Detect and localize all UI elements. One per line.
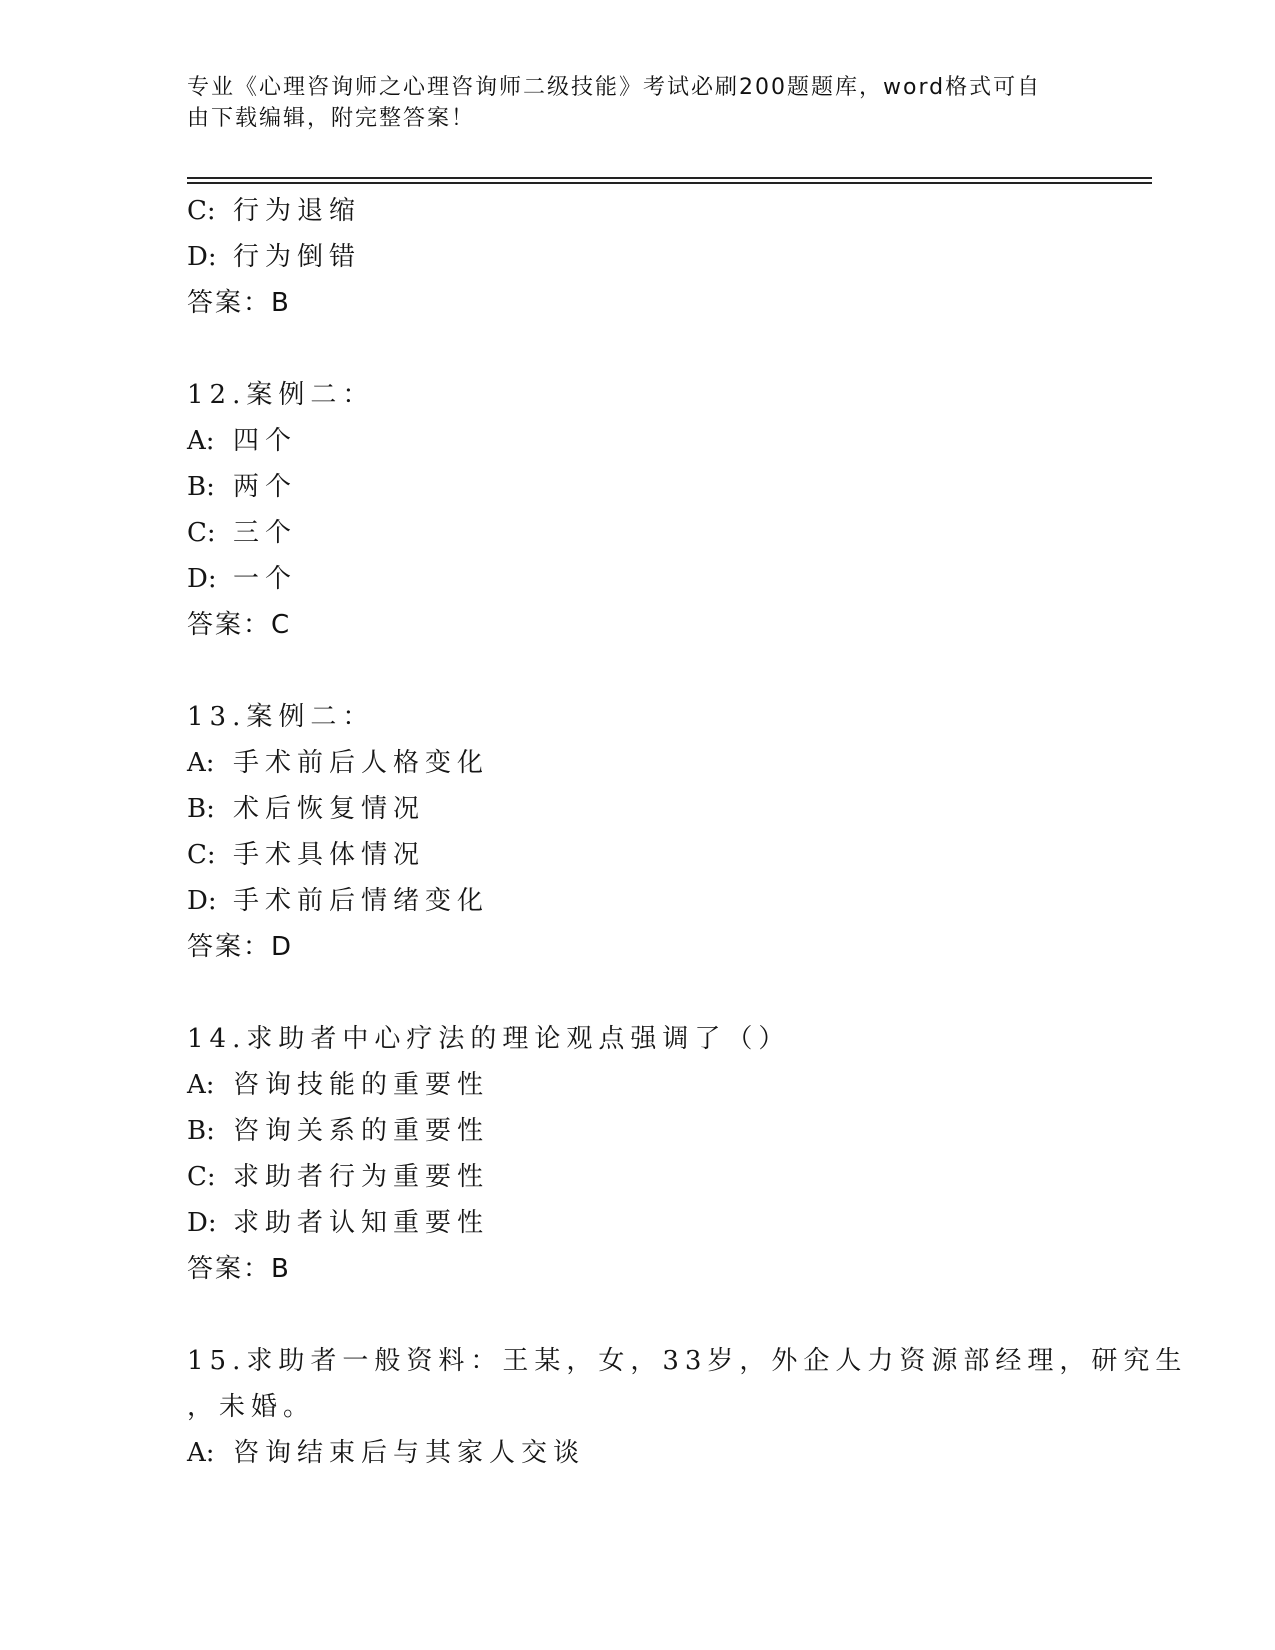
- question-14: [187, 1016, 1147, 1292]
- option-label: D:: [187, 886, 217, 916]
- option-label: A:: [187, 1438, 215, 1468]
- option-a: [187, 1430, 1147, 1476]
- option-d: [187, 878, 1147, 924]
- option-text: 四个: [233, 426, 298, 456]
- question-13: [187, 694, 1147, 970]
- question-stem-line-1: 15.求助者一般资料：王某，女，33岁，外企人力资源部经理，研究生: [187, 1346, 1188, 1376]
- answer-line: 答案：B: [187, 288, 291, 318]
- option-label: D:: [187, 242, 217, 272]
- option-c: [187, 188, 1147, 234]
- option-c: [187, 510, 1147, 556]
- option-label: B:: [187, 794, 215, 824]
- spacer: [187, 1292, 1147, 1338]
- option-text: 求助者认知重要性: [233, 1208, 490, 1238]
- option-text: 术后恢复情况: [233, 794, 426, 824]
- option-text: 手术具体情况: [233, 840, 426, 870]
- answer-line: 答案：D: [187, 932, 294, 962]
- option-a: [187, 418, 1147, 464]
- option-d: [187, 1200, 1147, 1246]
- option-text: 两个: [233, 472, 298, 502]
- question-list: [187, 188, 1188, 1476]
- option-d: [187, 234, 1147, 280]
- answer-line: 答案：B: [187, 1254, 291, 1284]
- option-text: 咨询结束后与其家人交谈: [233, 1438, 586, 1468]
- option-b: [187, 1108, 1147, 1154]
- option-label: C:: [187, 1162, 216, 1192]
- option-text: 三个: [233, 518, 298, 548]
- option-label: C:: [187, 518, 216, 548]
- option-label: B:: [187, 472, 215, 502]
- option-b: [187, 786, 1147, 832]
- header-line-1: 专业《心理咨询师之心理咨询师二级技能》考试必刷200题题库，word格式可自: [187, 75, 1042, 100]
- question-stem: 12.案例二：: [187, 380, 375, 410]
- question-stem: 13.案例二：: [187, 702, 375, 732]
- option-label: D:: [187, 564, 217, 594]
- document-header: [187, 72, 1067, 134]
- option-b: [187, 464, 1147, 510]
- option-c: [187, 1154, 1147, 1200]
- answer-line: 答案：C: [187, 610, 292, 640]
- option-label: D:: [187, 1208, 217, 1238]
- option-text: 咨询关系的重要性: [233, 1116, 490, 1146]
- question-15: [187, 1338, 1188, 1476]
- option-c: [187, 832, 1147, 878]
- spacer: [187, 970, 1147, 1016]
- option-d: [187, 556, 1147, 602]
- option-label: C:: [187, 196, 216, 226]
- option-a: [187, 740, 1147, 786]
- option-text: 行为倒错: [233, 242, 362, 272]
- header-line-2: 由下载编辑，附完整答案！: [187, 106, 476, 131]
- option-text: 行为退缩: [233, 196, 362, 226]
- option-text: 咨询技能的重要性: [233, 1070, 490, 1100]
- option-text: 求助者行为重要性: [233, 1162, 490, 1192]
- option-text: 一个: [233, 564, 298, 594]
- spacer: [187, 648, 1147, 694]
- option-label: B:: [187, 1116, 215, 1146]
- option-label: C:: [187, 840, 216, 870]
- spacer: [187, 326, 1147, 372]
- header-divider-bottom: [187, 182, 1152, 184]
- option-text: 手术前后情绪变化: [233, 886, 490, 916]
- question-11-tail: [187, 188, 1147, 326]
- option-label: A:: [187, 748, 215, 778]
- question-stem-line-2: ，未婚。: [187, 1392, 316, 1422]
- question-stem: 14.求助者中心疗法的理论观点强调了（）: [187, 1024, 791, 1054]
- option-text: 手术前后人格变化: [233, 748, 490, 778]
- option-label: A:: [187, 426, 215, 456]
- option-a: [187, 1062, 1147, 1108]
- header-divider-top: [187, 177, 1152, 179]
- option-label: A:: [187, 1070, 215, 1100]
- question-12: [187, 372, 1147, 648]
